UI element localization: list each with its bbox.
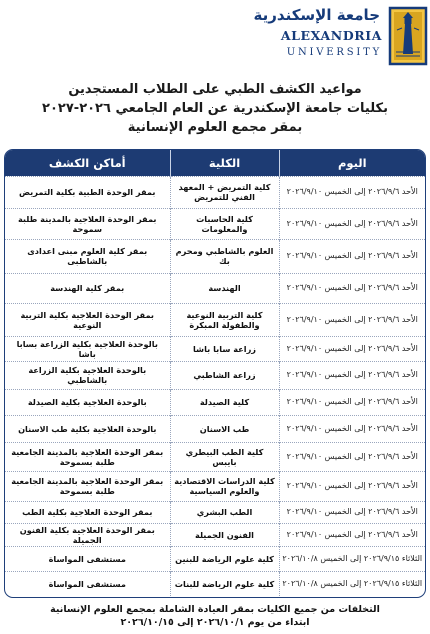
- column-header-day: اليوم: [279, 150, 425, 176]
- table-row: [5, 303, 425, 336]
- cell-day: الأحد ٢٠٢٦/٩/٦ إلى الخميس ٢٠٢٦/٩/١٠: [279, 176, 425, 208]
- table-row: [5, 571, 425, 596]
- cell-place: مستشفى المواساة: [5, 546, 170, 571]
- cell-place: بمقر الوحدة الطبية بكلية التمريض: [5, 176, 170, 208]
- footer-note: [0, 603, 430, 629]
- cell-day: الأحد ٢٠٢٦/٩/٦ إلى الخميس ٢٠٢٦/٩/١٠: [279, 442, 425, 471]
- cell-place: مستشفى المواساة: [5, 571, 170, 596]
- table-row: [5, 389, 425, 415]
- table-row: [5, 239, 425, 273]
- schedule-table-container: [4, 149, 426, 598]
- cell-day: الأحد ٢٠٢٦/٩/٦ إلى الخميس ٢٠٢٦/٩/١٠: [279, 303, 425, 336]
- cell-faculty: الهندسة: [170, 273, 279, 303]
- table-row: [5, 501, 425, 523]
- cell-place: بالوحدة العلاجية بكلية الزراعة بالشاطبي: [5, 361, 170, 389]
- cell-faculty: الطب البشري: [170, 501, 279, 523]
- cell-day: الأحد ٢٠٢٦/٩/٦ إلى الخميس ٢٠٢٦/٩/١٠: [279, 389, 425, 415]
- column-header-faculty: الكلية: [170, 150, 279, 176]
- cell-place: بمقر الوحدة العلاجية بكلية الطب: [5, 501, 170, 523]
- cell-faculty: كلية الحاسبات والمعلومات: [170, 208, 279, 239]
- table-row: [5, 361, 425, 389]
- cell-day: الأحد ٢٠٢٦/٩/٦ إلى الخميس ٢٠٢٦/٩/١٠: [279, 471, 425, 501]
- page-title: مواعيد الكشف الطبي على الطلاب المستجدين: [68, 82, 362, 97]
- logo-english-name: ALEXANDRIA: [280, 28, 382, 43]
- cell-faculty: العلوم بالشاطبي ومحرم بك: [170, 239, 279, 273]
- table-header-row: [5, 150, 425, 176]
- cell-day: الثلاثاء ٢٠٢٦/٩/١٥ إلى الخميس ٢٠٢٦/١٠/٨: [279, 571, 425, 596]
- cell-place: بمقر الوحدة العلاجية بكلية التربية النوعية: [5, 303, 170, 336]
- page-title-block: [0, 80, 430, 137]
- cell-faculty: كلية التربية النوعية والطفولة المبكرة: [170, 303, 279, 336]
- cell-faculty: كلية علوم الرياضة للبنات: [170, 571, 279, 596]
- cell-day: الأحد ٢٠٢٦/٩/٦ إلى الخميس ٢٠٢٦/٩/١٠: [279, 273, 425, 303]
- table-row: [5, 442, 425, 471]
- cell-faculty: كلية الصيدلة: [170, 389, 279, 415]
- cell-day: الأحد ٢٠٢٦/٩/٦ إلى الخميس ٢٠٢٦/٩/١٠: [279, 361, 425, 389]
- table-row: [5, 415, 425, 442]
- cell-faculty: زراعة الشاطبي: [170, 361, 279, 389]
- page-location: بمقر مجمع العلوم الإنسانية: [127, 120, 303, 135]
- table-row: [5, 208, 425, 239]
- table-row: [5, 546, 425, 571]
- schedule-table: [5, 150, 425, 596]
- cell-place: بمقر الوحدة العلاجية بالمدينة الجامعية طلبة بسموحة: [5, 471, 170, 501]
- cell-day: الأحد ٢٠٢٦/٩/٦ إلى الخميس ٢٠٢٦/٩/١٠: [279, 523, 425, 546]
- cell-faculty: زراعة سابا باشا: [170, 336, 279, 361]
- table-row: [5, 273, 425, 303]
- cell-place: بالوحدة العلاجية بكلية طب الاسنان: [5, 415, 170, 442]
- cell-place: بمقر الوحدة العلاجية بكلية الفنون الجميلة: [5, 523, 170, 546]
- table-row: [5, 523, 425, 546]
- cell-faculty: طب الاسنان: [170, 415, 279, 442]
- column-header-place: أماكن الكشف: [5, 150, 170, 176]
- university-logo: [253, 4, 430, 74]
- footer-line-dates: ابتداء من يوم ٢٠٢٦/١٠/١ إلى ٢٠٢٦/١٠/١٥: [120, 617, 310, 628]
- cell-day: الأحد ٢٠٢٦/٩/٦ إلى الخميس ٢٠٢٦/٩/١٠: [279, 239, 425, 273]
- logo-english-subtitle: UNIVERSITY: [286, 47, 382, 58]
- cell-place: بالوحدة العلاجية بكلية الزراعة بسابا باشا: [5, 336, 170, 361]
- cell-place: بمقر كلية العلوم مبنى اعدادى بالشاطبى: [5, 239, 170, 273]
- cell-faculty: كلية الطب البيطري بايبس: [170, 442, 279, 471]
- cell-faculty: كلية التمريض + المعهد الفني للتمريض: [170, 176, 279, 208]
- cell-place: بمقر كلية الهندسة: [5, 273, 170, 303]
- cell-place: بالوحدة العلاجية بكلية الصيدلة: [5, 389, 170, 415]
- cell-faculty: كلية علوم الرياضة للبنين: [170, 546, 279, 571]
- footer-line-makeup: التخلفات من جميع الكليات بمقر العيادة الشاملة بمجمع العلوم الإنسانية: [50, 604, 380, 615]
- cell-day: الأحد ٢٠٢٦/٩/٦ إلى الخميس ٢٠٢٦/٩/١٠: [279, 415, 425, 442]
- cell-day: الأحد ٢٠٢٦/٩/٦ إلى الخميس ٢٠٢٦/٩/١٠: [279, 208, 425, 239]
- cell-faculty: كلية الدراسات الاقتصادية والعلوم السياسية: [170, 471, 279, 501]
- table-row: [5, 336, 425, 361]
- cell-faculty: الفنون الجميلة: [170, 523, 279, 546]
- cell-day: الثلاثاء ٢٠٢٦/٩/١٥ إلى الخميس ٢٠٢٦/١٠/٨: [279, 546, 425, 571]
- cell-day: الأحد ٢٠٢٦/٩/٦ إلى الخميس ٢٠٢٦/٩/١٠: [279, 501, 425, 523]
- lighthouse-emblem-icon: [388, 6, 428, 66]
- cell-place: بمقر الوحدة العلاجية بالمدينة الجامعية طلبة بسموحة: [5, 442, 170, 471]
- page-subtitle: بكليات جامعة الإسكندرية عن العام الجامعي ٢٠٢٦-٢٠٢٧: [42, 101, 388, 116]
- logo-arabic-name: جامعة الإسكندرية: [253, 6, 380, 24]
- table-row: [5, 471, 425, 501]
- cell-day: الأحد ٢٠٢٦/٩/٦ إلى الخميس ٢٠٢٦/٩/١٠: [279, 336, 425, 361]
- table-row: [5, 176, 425, 208]
- cell-place: بمقر الوحدة العلاجية بالمدينة طلبة سموحة: [5, 208, 170, 239]
